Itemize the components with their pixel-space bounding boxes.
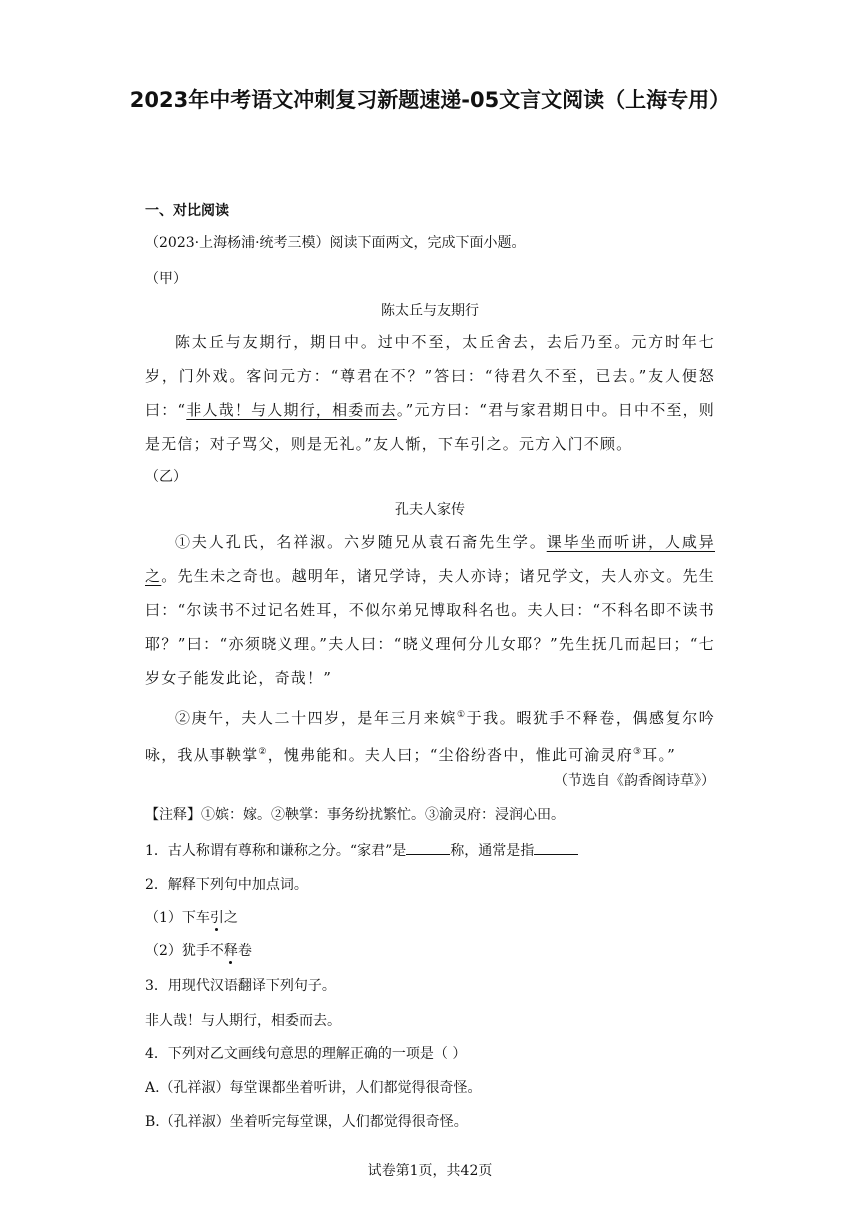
question-2-item-2 [145, 940, 252, 960]
section-heading: 一、对比阅读 [145, 203, 229, 219]
q2-1-text-b: 之 [223, 910, 238, 926]
passage-a-text-part2: 。”元方曰：“君与家君期日中。日中不至，则是无信；对子骂父，则是无礼。”友人惭，下车引之。元方入门不顾。 [145, 401, 715, 453]
option-b[interactable]: B.（孔祥淑）坐着听完每堂课，人们都觉得很奇怪。 [145, 1114, 468, 1130]
document-title: 2023年中考语文冲刺复习新题速递-05文言文阅读（上海专用） [129, 88, 731, 112]
note-ref-1: ① [456, 710, 467, 720]
note-ref-3: ③ [632, 747, 643, 757]
q2-2-text-a: （2）犹手不 [145, 943, 224, 959]
question-intro: （2023·上海杨浦·统考三模）阅读下面两文，完成下面小题。 [145, 235, 526, 251]
passage-b-paragraph-2 [145, 698, 715, 772]
question-2: 2．解释下列句中加点词。 [145, 877, 308, 893]
q2-2-text-b: 卷 [237, 943, 252, 959]
question-1-part2: 称，通常是指 [450, 843, 535, 859]
dotted-word-yin: 引 [209, 910, 224, 926]
passage-a-text [145, 325, 715, 461]
answer-blank-1[interactable] [406, 840, 450, 855]
passage-b-title: 孔夫人家传 [395, 502, 465, 518]
question-3-sentence: 非人哉！与人期行，相委而去。 [145, 1013, 341, 1029]
passage-b-p1-part1: ①夫人孔氏，名祥淑。六岁随兄从袁石斋先生学。 [175, 533, 547, 551]
passage-b-p2-part3: ，愧弗能和。夫人曰；“尘俗纷沓中，惟此可渝灵府 [267, 746, 633, 764]
question-4: 4．下列对乙文画线句意思的理解正确的一项是（ ） [145, 1046, 467, 1062]
note-ref-2: ② [258, 747, 268, 757]
question-1-part1: 1．古人称谓有尊称和谦称之分。“家君”是 [145, 843, 407, 859]
answer-blank-2[interactable] [534, 840, 578, 855]
source-citation: （节选自《韵香阁诗草》） [554, 773, 715, 789]
question-1 [145, 840, 578, 860]
option-a[interactable]: A.（孔祥淑）每堂课都坐着听讲，人们都觉得很奇怪。 [145, 1080, 482, 1096]
passage-b-paragraph-1 [145, 525, 715, 695]
q2-1-text-a: （1）下车 [145, 910, 210, 926]
annotation-notes: 【注释】①嫔：嫁。②鞅掌：事务纷扰繁忙。③渝灵府：浸润心田。 [145, 807, 565, 823]
passage-b-p2-part1: ②庚午，夫人二十四岁，是年三月来嫔 [175, 709, 457, 727]
passage-b-p2-part4: 耳。” [642, 746, 677, 764]
passage-a-underlined: 非人哉！与人期行，相委而去 [186, 401, 397, 419]
passage-b-p1-part2: 。先生未之奇也。越明年，诸兄学诗，夫人亦诗；诸兄学文，夫人亦文。先生曰：“尔读书不过记名姓耳，不似尔弟兄博取科名也。夫人曰：“不科名即不读书耶？”曰：“亦须晓义理。”夫人曰：“晓义理何分儿女耶？”先生抚几而起曰；“七岁女子能发此论，奇哉！” [145, 567, 715, 687]
passage-a-label: （甲） [145, 271, 187, 287]
dotted-word-shi: 释 [223, 943, 238, 959]
page-footer: 试卷第1页，共42页 [367, 1163, 493, 1179]
question-3: 3．用现代汉语翻译下列句子。 [145, 978, 336, 994]
passage-b-underlined: 课毕坐而听讲，人咸异之 [145, 533, 715, 585]
question-2-item-1 [145, 907, 238, 927]
passage-a-title: 陈太丘与友期行 [381, 303, 479, 319]
passage-a-text-part1: 陈太丘与友期行，期日中。过中不至，太丘舍去，去后乃至。元方时年七岁，门外戏。客问元方：“尊君在不？”答曰：“待君久不至，已去。”友人便怒曰：“ [145, 333, 715, 419]
passage-b-p2-part2: 于我。暇犹手不释卷，偶感复尔吟咏，我从事鞅掌 [145, 709, 715, 764]
passage-b-label: （乙） [145, 469, 187, 485]
